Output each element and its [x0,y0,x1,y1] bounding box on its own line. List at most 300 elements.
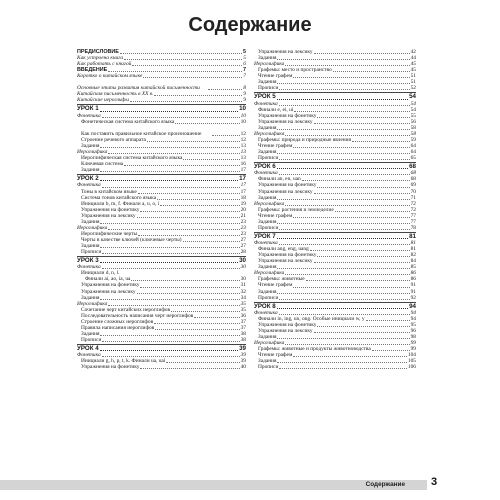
dot-leader [100,106,238,112]
toc-entry-page: 68 [410,170,416,177]
toc-entry-label: Финали ai, ao, ia, ua [85,276,131,283]
toc-entry-page: 34 [240,294,246,301]
toc-entry-page: 17 [240,182,246,189]
dot-leader [310,246,410,251]
dot-leader [100,143,239,148]
toc-entry-page: 37 [240,318,246,325]
toc-entry-label: Упражнения на лексику [258,258,313,265]
dot-leader [279,101,410,106]
toc-entry-label: УРОК 2 [77,175,99,183]
toc-entry-page: 32 [240,288,246,295]
toc-entry-page: 27 [240,236,246,243]
toc-entry-label: Прописи [258,224,279,231]
toc-entry-page: 9 [243,91,246,98]
toc-entry-page: 68 [410,176,416,183]
dot-leader [277,163,408,169]
toc-entry-label: Задания [81,294,100,301]
dot-leader [277,264,409,269]
toc-entry [77,344,246,352]
toc-entry-label: Графемы: животные и продукты животноводства [258,346,371,353]
dot-leader [317,322,409,327]
toc-entry-page: 65 [410,155,416,162]
dot-leader [131,276,239,281]
dot-leader [293,282,409,287]
toc-entry [77,97,246,103]
toc-entry-label: Упражнения на фонетику [258,112,317,119]
toc-entry-page: 18 [240,194,246,201]
toc-entry-page: 6 [243,61,246,68]
toc-entry-page: 10 [240,118,246,125]
toc-entry-label: Иероглифика [254,340,285,347]
dot-leader [102,337,239,342]
toc-entry-label: Ключевая система [81,161,124,168]
toc-entry-label: Иероглифика [77,149,108,155]
toc-entry-page: 5 [243,55,246,62]
toc-entry-label: УРОК 4 [77,344,99,352]
toc-entry-page: 27 [240,242,246,249]
toc-entry [77,79,246,91]
toc-entry-page: 99 [410,340,416,347]
toc-entry-page: 72 [410,200,416,207]
toc-entry-page: 12 [240,136,246,143]
toc-entry-page: 105 [407,358,416,365]
toc-entry-label: Иероглифические черты [81,230,138,237]
toc-entry-page: 55 [410,112,416,119]
toc-entry-label: ВВЕДЕНИЕ [77,67,108,74]
dot-leader [277,219,409,224]
toc-entry-label: ПРЕДИСЛОВИЕ [77,49,119,55]
toc-entry-page: 92 [410,294,416,301]
toc-entry-label: Инициали b, m, f. Финали a, u, o, i [81,200,160,207]
dot-leader [277,94,408,100]
toc-entry-label: Последовательность написания черт иероглифов [81,312,194,319]
toc-entry-label: Черты в качестве ключей (ключевые черты) [81,236,182,243]
toc-entry [77,337,246,343]
toc-entry-page: 17 [240,167,246,174]
toc-entry-label: Упражнения на фонетику [81,282,140,289]
toc-entry-page: 13 [240,155,246,162]
toc-entry-page: 94 [410,315,416,322]
toc-entry-page: 37 [240,324,246,331]
dot-leader [285,201,409,206]
toc-entry-page: 69 [410,182,416,189]
toc-entry-page: 30 [240,264,246,271]
dot-leader [102,113,240,118]
toc-entry-page: 35 [240,300,246,307]
toc-entry-page: 56 [410,118,416,125]
toc-entry-label: Графемы: растения и земледелие [258,206,334,213]
toc-entry-page: 16 [240,161,246,168]
toc-entry-label: Как поставить правильное китайское произношение [81,130,202,137]
dot-leader [108,301,239,306]
toc-entry-page: 85 [410,264,416,271]
toc-entry-label: Упражнения на фонетику [81,206,140,213]
dot-leader [102,249,239,254]
toc-entry-label: Финали in, ing, un, ong. Особые инициали w, y [258,315,365,322]
toc-entry-label: Китайская письменность в XX в. [77,91,154,98]
toc-entry-page: 42 [410,49,416,55]
toc-entry-label: Прописи [258,294,279,301]
dot-leader [317,252,409,257]
dot-leader [154,91,242,96]
toc-entry-page: 91 [410,282,416,289]
toc-entry-label: Упражнения на лексику [81,212,136,219]
toc-entry [77,249,246,255]
toc-entry-label: Коротко о китайском языке [77,73,143,80]
toc-entry-label: Основные этапы развития китайской письменности [77,85,200,92]
toc-entry-label: Графемы: животные [258,276,305,283]
toc-entry-label: Прописи [258,85,279,92]
toc-entry-label: Финали e, ei, ui [258,106,294,113]
toc-entry-label: Упражнения на фонетику [258,252,317,259]
toc-entry-page: 86 [410,270,416,277]
toc-entry-page: 45 [410,61,416,68]
toc-entry-page: 38 [240,330,246,337]
dot-leader [140,207,239,212]
dot-leader [293,352,407,357]
dot-leader [102,352,240,357]
toc-entry-page: 91 [410,288,416,295]
toc-entry-label: Иероглифика [254,200,285,207]
toc-entry-label: Система тонов китайского языка [81,194,157,201]
toc-entry-label: Фонетика [254,170,278,177]
toc-entry [77,174,246,182]
toc-entry-page: 39 [239,344,246,352]
toc-entry-page: 45 [410,67,416,74]
toc-entry-label: Задания [258,55,277,62]
toc-entry-label: Как устроена книга [77,55,124,62]
toc-entry-label: Задания [258,358,277,365]
dot-leader [108,149,239,154]
dot-leader [277,55,409,60]
toc-entry-label: Фонетика [77,264,101,271]
toc-entry-label: Иероглифика [77,224,108,231]
toc-entry-page: 106 [407,364,416,371]
toc-entry-page: 23 [240,224,246,231]
toc-entry-page: 36 [240,312,246,319]
dot-leader [140,282,239,287]
toc-right-column [254,49,416,370]
dot-leader [285,340,409,345]
dot-leader [279,310,410,315]
toc-entry-page: 7 [243,67,246,74]
toc-entry-page: 51 [410,73,416,80]
toc-entry [254,225,416,231]
toc-entry-label: УРОК 6 [254,163,276,171]
dot-leader [277,289,409,294]
toc-entry-page: 39 [240,358,246,365]
toc-entry-label: УРОК 3 [77,257,99,265]
toc-entry-page: 86 [410,276,416,283]
toc-entry-label: Иероглифическая система китайского языка [81,155,183,162]
dot-leader [277,79,409,84]
toc-entry-page: 82 [410,252,416,259]
toc-entry-page: 51 [410,79,416,86]
dot-leader [124,55,242,60]
toc-entry [77,104,246,112]
toc-entry [254,162,416,170]
dot-leader [366,316,410,321]
toc-entry-page: 13 [240,142,246,149]
toc-entry-page: 77 [410,218,416,225]
toc-entry-label: Задания [81,330,100,337]
dot-leader [302,176,410,181]
dot-leader [277,233,408,239]
toc-entry-page: 35 [240,306,246,313]
dot-leader [314,328,410,333]
toc-entry-page: 81 [409,232,416,240]
toc-entry-label: Как работать с книгой [77,61,132,68]
toc-entry-label: Иероглифика [77,300,108,307]
dot-leader [194,313,239,318]
dot-leader [143,73,242,78]
toc-entry-label: Фонетика [254,100,278,107]
toc-entry-page: 10 [240,112,246,119]
toc-entry-page: 68 [409,163,416,171]
toc-entry-page: 17 [239,175,246,183]
dot-leader [279,240,410,245]
toc-entry-page: 13 [240,149,246,155]
toc-entry-label: Строение речевого аппарата [81,136,146,143]
page-title: Содержание [188,14,312,36]
toc-entry-label: Прописи [81,249,102,255]
toc-entry-label: Чтение графем [258,352,293,359]
toc-left-column [77,49,246,370]
dot-leader [208,84,242,90]
toc-entry-label: Упражнения на фонетику [258,322,317,329]
toc-entry-label: Фонетика [254,240,278,247]
toc-entry-page: 31 [240,282,246,289]
toc-entry-page: 30 [240,276,246,283]
toc-entry-label: Финали ang, eng, uang [258,246,309,253]
dot-leader [108,67,242,72]
toc-entry-page: 23 [240,230,246,237]
toc-entry-label: Задания [258,194,277,201]
toc-entry-label: Графемы: место и пространство [258,67,332,74]
dot-leader [314,49,410,54]
toc-entry-page: 104 [407,352,416,359]
dot-leader [137,289,240,294]
footer-band [0,480,427,490]
toc-entry-label: Упражнения на фонетику [258,182,317,189]
dot-leader [120,49,242,54]
toc-entry-label: Фонетика [77,352,101,359]
dot-leader [100,257,238,263]
toc-entry-page: 8 [243,85,246,92]
toc-entry-label: Тоны в китайском языке [81,188,137,195]
dot-leader [285,61,409,66]
toc-entry-label: Упражнения на лексику [258,49,313,55]
toc-entry-page: 59 [410,136,416,143]
dot-leader [294,107,409,112]
dot-leader [100,345,238,351]
dot-leader [306,276,410,281]
dot-leader [317,113,409,118]
toc-entry-page: 72 [410,206,416,213]
page-number: 3 [431,476,438,488]
toc-entry-label: Упражнения на лексику [258,118,313,125]
toc-entry-label: Задания [258,79,277,86]
toc-entry-label: Сочетание черт китайских иероглифов [81,306,171,313]
toc-entry-page: 84 [410,258,416,265]
toc-entry-page: 28 [240,249,246,255]
dot-leader [277,195,409,200]
toc-entry [77,256,246,264]
toc-entry-page: 64 [410,149,416,155]
toc-entry-label: УРОК 7 [254,232,276,240]
toc-entry-page: 54 [410,106,416,113]
toc-entry-label: Упражнения на лексику [81,288,136,295]
toc-entry-page: 7 [243,73,246,80]
dot-leader [335,207,410,212]
dot-leader [100,219,239,224]
dot-leader [285,131,409,136]
toc-entry-page: 94 [409,302,416,310]
toc-entry-page: 10 [239,105,246,113]
dot-leader [279,155,409,160]
toc-entry-page: 96 [410,328,416,335]
toc-entry [77,125,246,137]
toc-entry [254,302,416,310]
dot-leader [293,143,409,148]
dot-leader [100,175,238,181]
dot-leader [130,97,242,102]
toc-entry-page: 98 [410,334,416,341]
toc-entry [254,364,416,370]
toc-entry-label: Задания [258,288,277,295]
dot-leader [155,325,239,330]
toc-entry [254,92,416,100]
toc-entry-label: Задания [81,142,100,149]
toc-entry-label: Китайские иероглифы [77,97,130,104]
toc-entry-label: Упражнения на лексику [258,328,313,335]
dot-leader [314,189,410,194]
dot-leader [147,137,240,142]
dot-leader [314,119,410,124]
toc-entry-page: 5 [243,49,246,55]
dot-leader [175,119,239,124]
toc-entry-label: Задания [81,167,100,174]
dot-leader [108,225,239,230]
toc-entry-label: Чтение графем [258,142,293,149]
toc-entry-label: УРОК 5 [254,93,276,101]
toc-entry-page: 95 [410,322,416,329]
toc-entry-label: Чтение графем [258,212,293,219]
dot-leader [352,137,410,142]
dot-leader [100,295,239,300]
toc-entry-label: Графемы: природа и природные явления [258,136,352,143]
footer-label: Содержание [365,481,405,488]
toc-entry-label: Фонетика [77,182,101,189]
dot-leader [183,237,240,242]
dot-leader [138,231,239,236]
dot-leader [102,182,240,187]
toc-entry-page: 94 [410,309,416,316]
toc-entry-page: 38 [240,336,246,343]
toc-entry-page: 23 [240,218,246,225]
toc-entry-label: Финали an, en, uan [258,176,301,183]
dot-leader [372,346,410,351]
toc-entry-page: 52 [410,85,416,92]
dot-leader [132,61,242,66]
toc-entry-label: Упражнения на лексику [258,188,313,195]
dot-leader [277,358,406,363]
toc-entry-label: Фонетика [77,112,101,119]
dot-leader [317,182,409,187]
toc-entry-label: Иероглифика [254,130,285,137]
dot-leader [138,189,240,194]
toc-entry-label: Задания [81,218,100,225]
toc-entry-page: 64 [410,142,416,149]
dot-leader [124,161,240,166]
dot-leader [277,125,409,130]
toc-entry-label: Задания [258,218,277,225]
toc-entry-label: Правила написания иероглифов [81,324,155,331]
dot-leader [279,225,409,230]
toc-entry-page: 54 [409,93,416,101]
toc-entry [254,295,416,301]
dot-leader [279,170,410,175]
toc-entry-page: 17 [240,188,246,195]
dot-leader [279,85,409,90]
toc-entry-label: Задания [258,124,277,131]
dot-leader [137,213,240,218]
toc-entry-page: 81 [410,246,416,253]
dot-leader [293,213,409,218]
toc-entry-page: 77 [410,212,416,219]
toc-entry-label: Фонетика [254,309,278,316]
toc-entry-label: Задания [258,334,277,341]
dot-leader [314,258,410,263]
toc-entry [254,85,416,91]
toc-entry-label: Задания [258,264,277,271]
toc-entry-label: Задания [258,149,277,155]
toc-entry [77,167,246,173]
dot-leader [100,167,239,172]
toc-entry-label: Иероглифика [254,61,285,68]
toc-entry-label: Инициали d, n, l. [81,270,120,277]
toc-entry-page: 71 [410,194,416,201]
toc-entry-label: УРОК 1 [77,105,99,113]
dot-leader [102,264,240,269]
dot-leader [277,149,409,154]
dot-leader [140,364,239,369]
toc-entry-label: Прописи [258,155,279,162]
toc-entry-page: 12 [240,130,246,137]
toc-entry-page: 19 [240,200,246,207]
toc-entry-page: 81 [410,240,416,247]
dot-leader [160,201,239,206]
dot-leader [277,334,409,339]
toc-entry-page: 99 [410,346,416,353]
toc-entry-page: 39 [240,352,246,359]
dot-leader [212,130,240,136]
toc-entry-label: Фонетическая система китайского языка [81,118,175,125]
toc-entry-label: Упражнения на фонетику [81,364,140,371]
dot-leader [279,364,407,369]
toc-entry-page: 30 [239,257,246,265]
toc-entry-page: 9 [243,97,246,104]
toc-entry [254,155,416,161]
dot-leader [279,295,409,300]
toc-entry-page: 58 [410,130,416,137]
toc-entry-page: 78 [410,224,416,231]
dot-leader [166,358,239,363]
dot-leader [171,307,240,312]
toc-entry-label: Прописи [258,364,279,371]
dot-leader [277,303,408,309]
toc-entry [77,364,246,370]
